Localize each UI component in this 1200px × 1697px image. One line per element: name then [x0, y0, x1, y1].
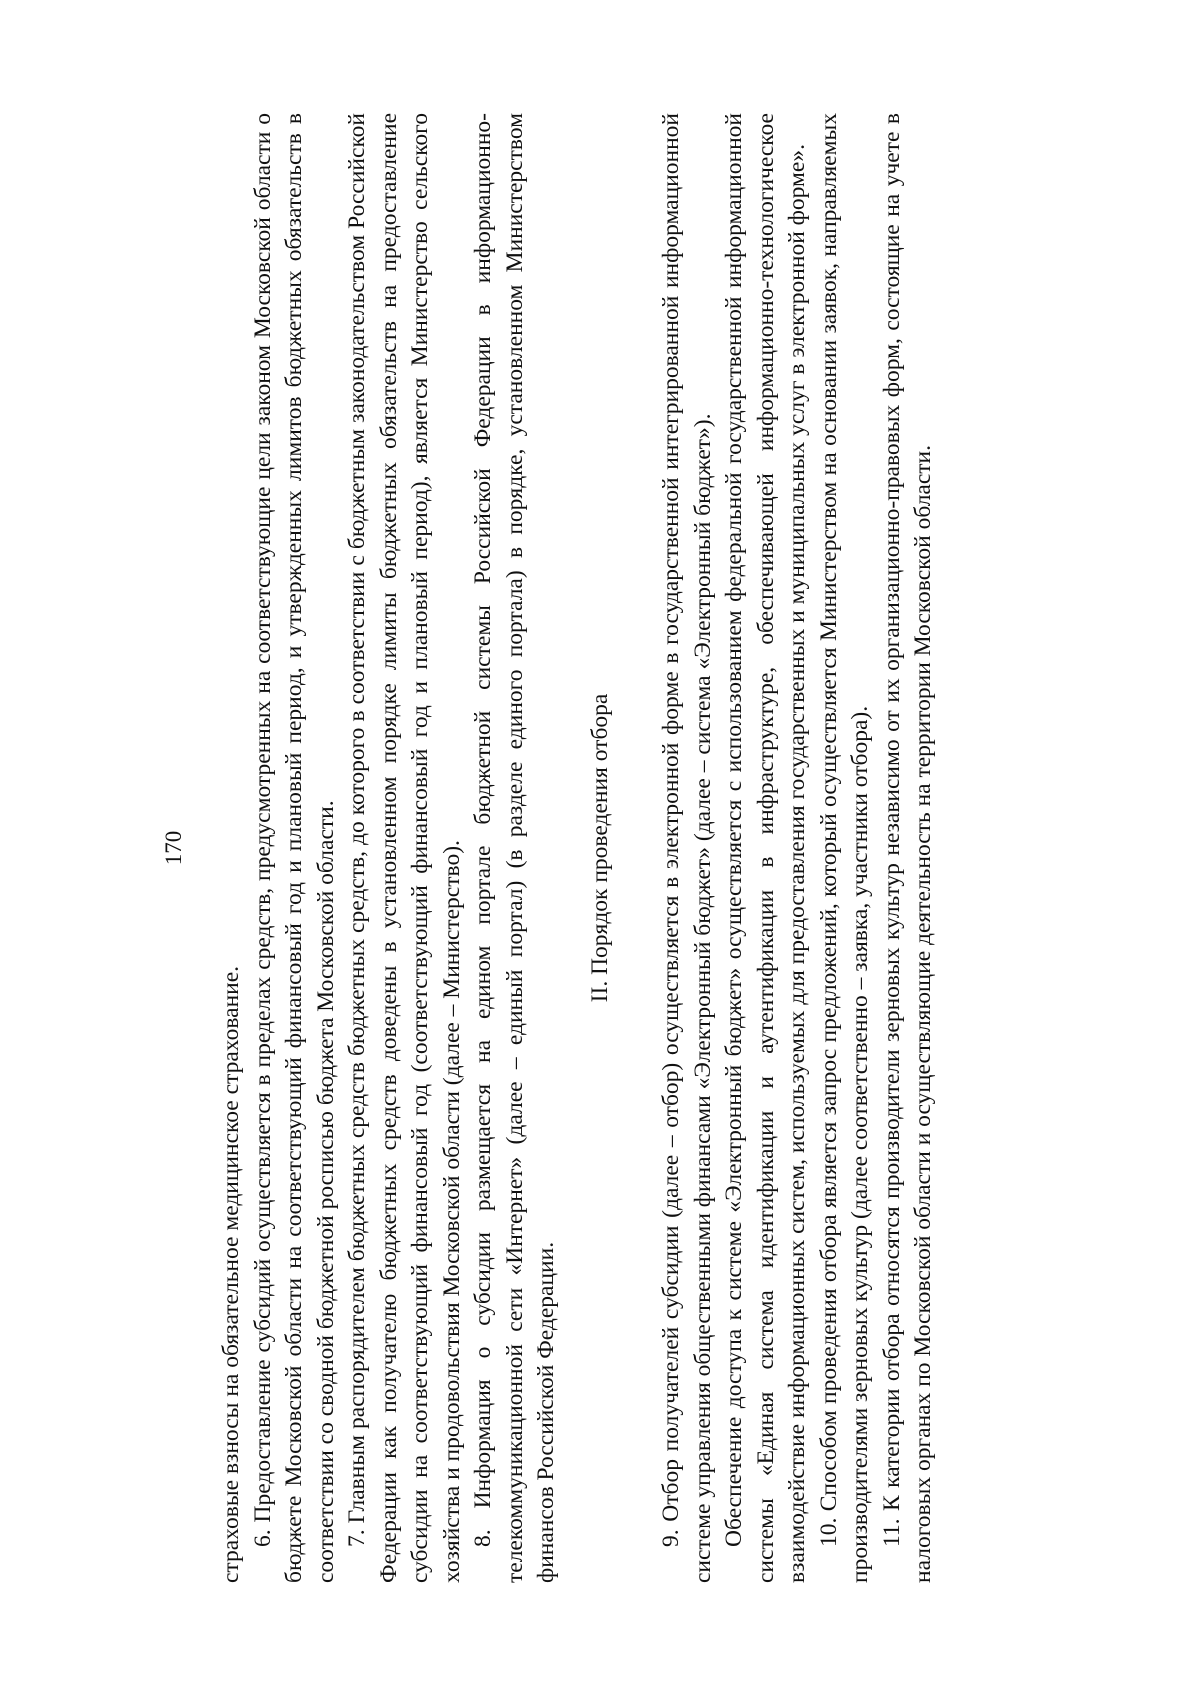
- section-title: II. Порядок проведения отбора: [586, 693, 613, 1003]
- paragraph-continuation: страховые взносы на обязательное медицинское страхование.: [218, 965, 244, 1583]
- paragraph-8: 8. Информация о субсидии размещается на едином портале бюджетной системы Российской Федерации в информационно-телекоммуникационной сети «Интернет» (далее – единый портал) (в разделе единого портала) в порядке, установленном Министерством финансов Российской Федерации.: [470, 113, 559, 1583]
- paragraph-7: 7. Главным распорядителем бюджетных средств бюджетных средств, до которого в соответствии с бюджетным законодательством Российской Федерации как получателю бюджетных средств доведены в установленном порядке лимиты бюджетных обязательств на предоставление субсидии на соответствующий финансовый год (соответствующий финансовый год и плановый период), является Министерство сельского хозяйства и продовольствия Московской области (далее – Министерство).: [344, 113, 465, 1583]
- paragraph-6: 6. Предоставление субсидий осуществляется в пределах средств, предусмотренных на соответствующие цели законом Московской области о бюджете Московской области на соответствующий финансовый год и плановый период, и утвержденных лимитов бюджетных обязательств в соответствии со сводной бюджетной росписью бюджета Московской области.: [249, 113, 339, 1583]
- page-number: 170: [161, 830, 186, 866]
- paragraph-9: 9. Отбор получателей субсидии (далее – отбор) осуществляется в электронной форме в государственной интегрированной информационной системе управления общественными финансами «Электронный бюджет» (далее – система «Электронный бюджет»).: [658, 113, 716, 1583]
- document-page: [160, 113, 1040, 1583]
- paragraph-access: Обеспечение доступа к системе «Электронный бюджет» осуществляется с использованием федеральной государственной информационной системы «Единая система идентификации и аутентификации в инфраструктуре, обеспечивающей информационно-технологическое взаимодействие информационных систем, используемых для предоставления государственных и муниципальных услуг в электронной форме».: [721, 113, 810, 1583]
- paragraph-11: 11. К категории отбора относятся производители зерновых культур независимо от их организационно-правовых форм, состоящие на учете в налоговых органах по Московской области и осуществляющие деятельность на территории Московской области.: [878, 113, 936, 1583]
- paragraph-10: 10. Способом проведения отбора является запрос предложений, который осуществляется Министерством на основании заявок, направляемых производителями зерновых культур (далее соответственно – заявка, участники отбора).: [815, 113, 873, 1583]
